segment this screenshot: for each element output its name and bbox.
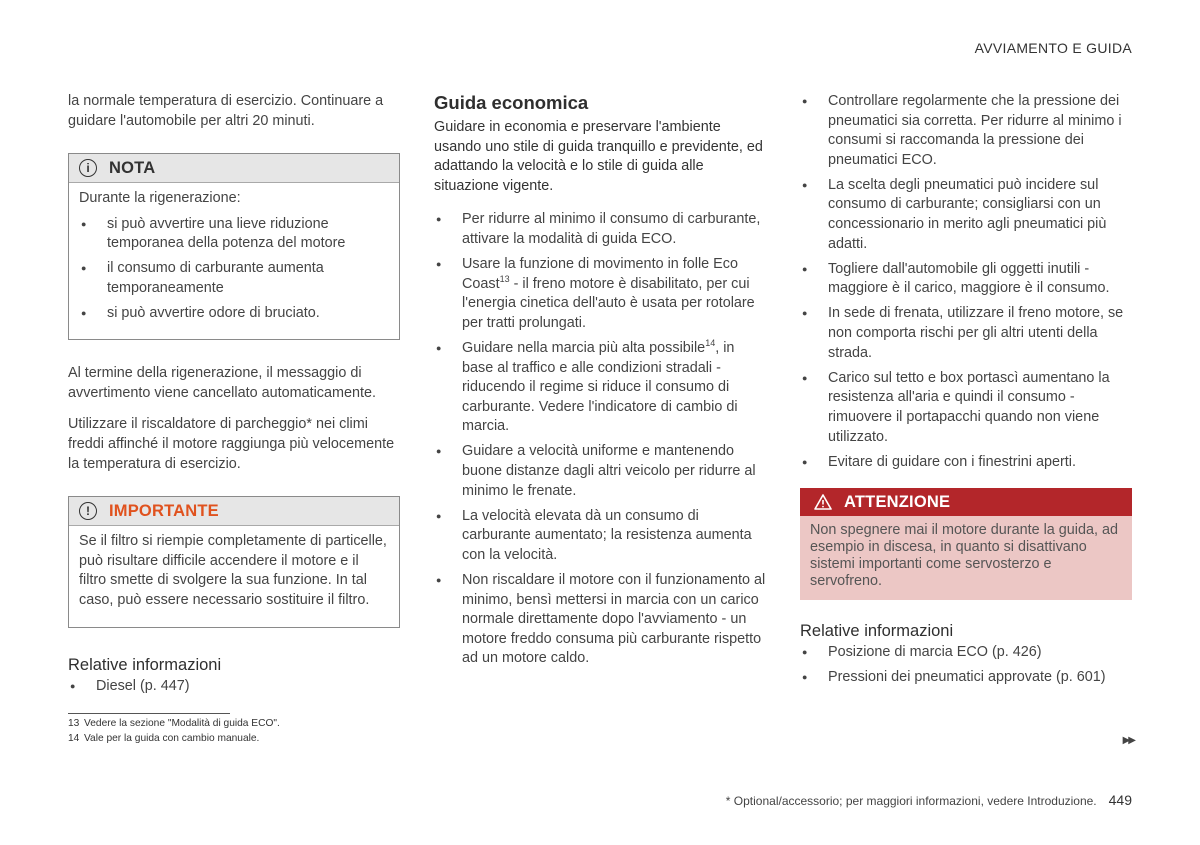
double-arrow-right-icon[interactable]: ▶▶ <box>1122 735 1134 746</box>
note-box <box>68 153 400 340</box>
note-box-header <box>69 154 399 183</box>
list-item: ● Evitare di guidare con i finestrini aperti. <box>800 453 1132 473</box>
list-item: ● Guidare a velocità uniforme e mantenendo buone distanze dagli altri veicolo per ridurre al minimo le frenate. <box>434 442 768 501</box>
list-item: ● Controllare regolarmente che la pressione dei pneumatici sia corretta. Per ridurre al minimo i consumi si raccomanda la pressione dei pneumatici ECO. <box>800 92 1132 170</box>
list-item: ● In sede di frenata, utilizzare il freno motore, se non comporta rischi per gli altri utenti della strada. <box>800 304 1132 363</box>
footnote-ref[interactable]: 13 <box>499 273 510 284</box>
page-number: 449 <box>1108 792 1132 808</box>
footnote-number: 14 <box>68 733 80 744</box>
footnote <box>68 733 259 744</box>
related-heading: Relative informazioni <box>68 655 222 674</box>
related-link[interactable]: ● Posizione di marcia ECO (p. 426) <box>800 643 1132 663</box>
list-item: ● Togliere dall'automobile gli oggetti inutili - maggiore è il carico, maggiore è il consumo. <box>800 260 1132 299</box>
item-text: - il freno motore è disabilitato, per cui l'energia cinetica dell'auto è usata per rotolare per tratti prolungati. <box>462 275 755 331</box>
column-2 <box>434 92 768 674</box>
warning-box-header <box>800 488 1132 516</box>
note-body <box>69 183 399 339</box>
column-1 <box>68 92 400 702</box>
exclamation-icon: ! <box>79 502 97 520</box>
paragraph: la normale temperatura di esercizio. Continuare a guidare l'automobile per altri 20 minuti. <box>68 93 384 129</box>
warning-triangle-icon <box>814 494 832 510</box>
list-item <box>434 339 768 437</box>
footer-note: * Optional/accessorio; per maggiori informazioni, vedere Introduzione. <box>725 794 1097 808</box>
note-title: NOTA <box>109 158 156 177</box>
important-body <box>69 526 399 626</box>
note-intro: Durante la rigenerazione: <box>79 190 241 207</box>
footnote-text: Vedere la sezione "Modalità di guida ECO". <box>84 718 280 729</box>
section-intro: Guidare in economia e preservare l'ambiente usando uno stile di guida tranquillo e previdente, ed adattando la velocità e lo stile di guida alle situazione vigente. <box>434 119 763 194</box>
related-list <box>800 643 1132 688</box>
list-item: ● La scelta degli pneumatici può incidere sul consumo di carburante; consigliarsi con un concessionario in merito agli pneumatici più adatti. <box>800 176 1132 254</box>
list-item: ● si può avvertire odore di bruciato. <box>79 304 389 324</box>
note-list <box>79 215 389 324</box>
list-item <box>434 255 768 333</box>
item-text: Guidare nella marcia più alta possibile <box>462 339 706 356</box>
footnote-number: 13 <box>68 718 80 729</box>
important-text: Se il filtro si riempie completamente di particelle, può risultare difficile accendere il motore e il filtro smette di svolgere la sua funzione. In tal caso, può essere necessario sostituire il filtro. <box>79 533 387 608</box>
related-link[interactable]: ● Pressioni dei pneumatici approvate (p. 601) <box>800 668 1132 688</box>
list-item: ● si può avvertire una lieve riduzione temporanea della potenza del motore <box>79 215 389 254</box>
list-item: ● La velocità elevata dà un consumo di carburante aumentato; la resistenza aumenta con la velocità. <box>434 507 768 566</box>
footnote-divider <box>68 713 230 714</box>
paragraph: Al termine della rigenerazione, il messaggio di avvertimento viene cancellato automaticamente. <box>68 365 376 401</box>
important-box-header <box>69 497 399 526</box>
info-icon: i <box>79 159 97 177</box>
list-item: ● Per ridurre al minimo il consumo di carburante, attivare la modalità di guida ECO. <box>434 210 768 249</box>
footnote <box>68 718 280 729</box>
tips-list <box>434 210 768 669</box>
footnote-ref[interactable]: 14 <box>705 338 716 349</box>
section-title: Guida economica <box>434 92 589 113</box>
section-header: AVVIAMENTO E GUIDA <box>974 40 1132 56</box>
important-box <box>68 496 400 627</box>
related-link[interactable]: ● Diesel (p. 447) <box>68 677 400 697</box>
item-text: Usare la funzione di movimento in folle Eco Coast <box>462 256 738 292</box>
warning-body: Non spegnere mai il motore durante la guida, ad esempio in discesa, in quanto si disattivano sistemi importanti come servosterzo e servofreno. <box>810 522 1118 590</box>
list-item: ● il consumo di carburante aumenta temporaneamente <box>79 259 389 298</box>
important-title: IMPORTANTE <box>109 501 219 520</box>
tips-list-continued <box>800 92 1132 472</box>
warning-title: ATTENZIONE <box>844 492 951 511</box>
footnote-text: Vale per la guida con cambio manuale. <box>84 733 260 744</box>
paragraph: Utilizzare il riscaldatore di parcheggio* nei climi freddi affinché il motore raggiunga più velocemente la temperatura di esercizio. <box>68 416 395 472</box>
page-footer <box>726 792 1132 808</box>
related-heading: Relative informazioni <box>800 622 954 641</box>
column-3 <box>800 92 1132 693</box>
list-item: ● Non riscaldare il motore con il funzionamento al minimo, bensì mettersi in marcia con un carico normale direttamente dopo l'avviamento - un motore freddo consuma più carburante rispetto ad un motore caldo. <box>434 571 768 669</box>
item-text: , in base al traffico e alle condizioni stradali - riducendo il regime si riduce il consumo di carburante. Vedere l'indicatore di cambio di marcia. <box>462 339 738 435</box>
list-item: ● Carico sul tetto e box portascì aumentano la resistenza all'aria e quindi il consumo - rimuovere il portapacchi quando non viene utilizzato. <box>800 369 1132 447</box>
related-list <box>68 677 400 697</box>
warning-box <box>800 488 1132 600</box>
